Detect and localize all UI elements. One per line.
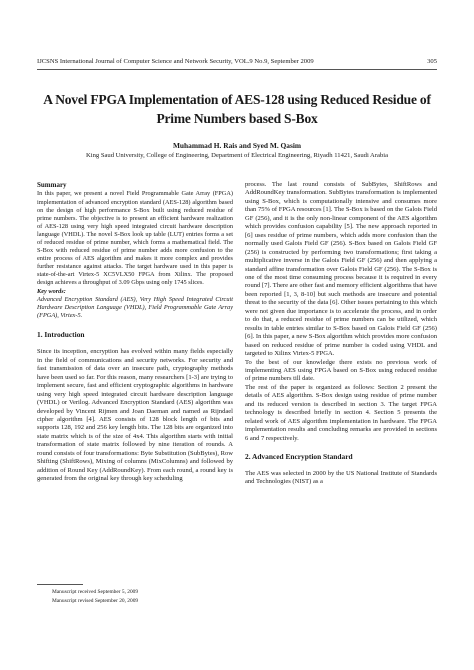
footnote-revised: Manuscript revised September 20, 2009 [52, 598, 139, 604]
keywords-heading: Key words: [37, 287, 66, 295]
footnote-rule [37, 584, 83, 585]
right-column [245, 181, 437, 486]
aes-paragraph-1: The AES was selected in 2000 by the US National Institute of Standards and Technologies (NIST) as a [245, 469, 437, 485]
intro-paragraph-part-1: Since its inception, encryption has evolved within many fields especially in the field of communications and security networks. For security and fast transmission of data over an insecure path, cryptography methods have been used so far. For this reason, many researchers [1-3] are trying to implement secure, fast and efficient cryptographic algorithms in hardware using very high speed integrated circuit hardware description language (VHDL) or Verilog. Advanced Encryption Standard (AES) algorithm was developed by Vincent Rijmen and Joan Daeman and named as Rijndael cipher algorithm [4]. AES consists of 128 block length of bits and supports 128, 192 and 256 key length bits. The 128 bits are organized into state matrix which is of the size of 4x4. This algorithm starts with initial transformation of state matrix followed by nine iteration of rounds. A round consists of four transformations: Byte Substitution (SubBytes), Row Shifting (ShiftRows), Mixing of columns (MixColumns) and followed by addition of Round Key (AddRoundKey). From each round, a round key is generated from the original key through key scheduling [37, 348, 233, 483]
author-affiliation: King Saud University, College of Engineering, Department of Electrical Engineering, Riyadh 11421, Saudi Arabia [85, 152, 388, 159]
section-heading-introduction: 1. Introduction [37, 329, 85, 339]
left-column [37, 181, 233, 484]
keywords: Advanced Encryption Standard (AES), Very High Speed Integrated Circuit Hardware Description Language (VHDL), Field Programmable Gate Array (FPGA), Virtex-5. [37, 295, 233, 319]
intro-paragraph-part-2: process. The last round consists of SubBytes, ShiftRows and AddRoundKey transformation. SubBytes transformation is implemented using S-Box, which is computationally intensive and consumes more than 75% of FPGA resources [1]. The S-Box is based on the Galois Field GF (256), and it is the only non-linear component of the AES algorithm which provides confusion capability [5]. The new approach reported in [6] uses residue of prime numbers, which adds more confusion than the normally used Galois Field GF (256). S-Box based on Galois Field GF (256) is constructed by performing two transformations; first taking a multiplicative inverse in the Galois Field GF (256) and then applying a standard affine transformation over Galois Field GF (256). The S-Box is one of the most time consuming process because it is required in every round [7]. There are other fast and memory efficient algorithms that have been reported [1, 3, 8-10] but such methods are insecure and potential threat to the security of the data [6]. Other issues pertaining to this which were not given due importance is to accelerate the process, and in order to do that, a reduced residue of prime numbers can be utilized, which results in table entries similar to S-Box based on Galois Field GF (256) [6]. In this paper, a new S-Box algorithm which provides more confusion based on reduced residue of prime number is coded using VHDL and targeted to Xilinx Virtex-5 FPGA. [245, 181, 437, 358]
abstract-body: In this paper, we present a novel Field Programmable Gate Array (FPGA) implementation of advanced encryption standard (AES-128) algorithm based on the design of high performance S-Box built using reduced residue of prime numbers. The objective is to present an efficient hardware realization of AES-128 using very high speed integrated circuit hardware description language (VHDL). The novel S-Box look up table (LUT) entries forms a set of reduced residue of prime number, which forms a mathematical field. The S-Box with reduced residue of prime number adds more confusion to the entire process of AES algorithm and makes it more complex and provides further resistance against attacks. The target hardware used in this paper is state-of-the-art Virtex-5 XC5VLX50 FPGA from Xilinx. The proposed design achieves a throughput of 3.09 Gbps using only 1745 slices. [37, 190, 233, 287]
intro-paragraph-2: To the best of our knowledge there exists no previous work of implementing AES using FPGA based on S-Box using reduced residue of prime numbers till date. [245, 358, 437, 383]
page-number: 305 [427, 58, 437, 65]
paper-authors: Muhammad H. Rais and Syed M. Qasim [172, 141, 302, 150]
abstract-heading: Summary [37, 181, 67, 189]
journal-name: IJCSNS International Journal of Computer Science and Network Security, VOL.9 No.9, September 2009 [37, 58, 314, 65]
running-header [37, 58, 437, 68]
footnotes [52, 588, 138, 606]
footnote-received: Manuscript received September 5, 2009 [52, 589, 139, 595]
header-rule [37, 69, 437, 70]
paper-title: A Novel FPGA Implementation of AES-128 using Reduced Residue of Prime Numbers based S-Box [43, 92, 431, 126]
intro-paragraph-3: The rest of the paper is organized as follows: Section 2 present the details of AES algorithm. S-Box design using residue of prime number and its reduced version is described in section 3. The target FPGA technology is described briefly in section 4. Section 5 presents the related work of AES algorithm implementation in hardware. The FPGA implementation results and concluding remarks are provided in sections 6 and 7 respectively. [245, 383, 437, 442]
section-heading-aes: 2. Advanced Encryption Standard [245, 452, 353, 462]
